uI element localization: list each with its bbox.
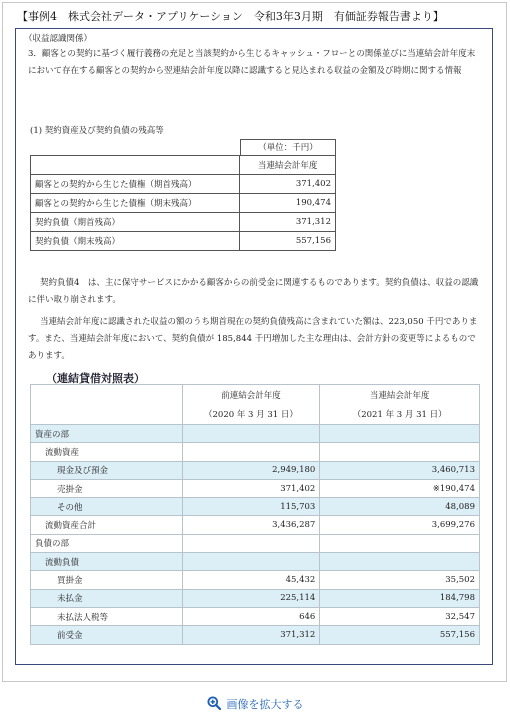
row-value-curr: 3,699,276	[320, 516, 480, 534]
table-row	[31, 232, 336, 251]
row-label: 買掛金	[31, 571, 183, 589]
section-label: （収益認識関係）	[24, 34, 93, 44]
row-label: 資産の部	[31, 425, 183, 443]
row-label: 流動資産	[31, 443, 183, 461]
table-row	[31, 607, 480, 625]
row-label: 顧客との契約から生じた債権（期首残高）	[31, 175, 240, 194]
row-value: 557,156	[240, 232, 336, 251]
column-header-prev: 前連結会計年度	[182, 385, 320, 405]
row-label: 負債の部	[31, 534, 183, 552]
row-value-prev: 371,312	[182, 626, 320, 644]
row-value-prev: 646	[182, 607, 320, 625]
row-label: 売掛金	[31, 479, 183, 497]
table-row	[31, 194, 336, 213]
balance-sheet-title: （連結貸借対照表）	[46, 372, 145, 385]
table-row	[31, 571, 480, 589]
balance-sheet-table	[30, 384, 480, 645]
zoom-image-link[interactable]	[0, 696, 510, 712]
table-row	[31, 479, 480, 497]
row-label: その他	[31, 498, 183, 516]
zoom-label: 画像を拡大する	[226, 698, 304, 711]
table-row	[31, 498, 480, 516]
paragraph-revenue-recognized: 当連結会計年度に認識された収益の額のうち期首現在の契約負債残高に含まれていた額は、223,050 千円であります。また、当連結会計年度において、契約負債が 185,844 千円増加した主な理由は、会計方針の変更等によるものであります。	[28, 317, 478, 361]
row-value: 190,474	[240, 194, 336, 213]
row-label: 契約負債（期首残高）	[31, 213, 240, 232]
row-label: 未払金	[31, 589, 183, 607]
paragraph-obligations: 3．顧客との契約に基づく履行義務の充足と当該契約から生じるキャッシュ・フローとの関係並びに当連結会計年度末において存在する顧客との契約から翌連結会計年度以降に認識すると見込まれる収益の金額及び時期に関する情報	[28, 49, 476, 76]
row-value-curr: 3,460,713	[320, 461, 480, 479]
table-row	[31, 156, 336, 175]
row-value-prev: 3,436,287	[182, 516, 320, 534]
row-value-curr: 557,156	[320, 626, 480, 644]
paragraph-contract-liability: 契約負債4 は、主に保守サービスにかかる顧客からの前受金に関連するものであります。契約負債は、収益の認識に伴い取り崩されます。	[28, 278, 479, 305]
table-row	[31, 553, 480, 571]
table-row	[31, 461, 480, 479]
unit-label: （単位：千円）	[240, 139, 336, 156]
column-header-curr: 当連結会計年度	[320, 385, 480, 405]
row-label: 流動負債	[31, 553, 183, 571]
contract-balance-table	[30, 155, 336, 251]
table-row	[31, 589, 480, 607]
row-value: 371,312	[240, 213, 336, 232]
zoom-in-icon	[207, 696, 221, 710]
row-label: 契約負債（期末残高）	[31, 232, 240, 251]
table-row	[31, 516, 480, 534]
row-value-prev: 45,432	[182, 571, 320, 589]
case-header: 【事例4 株式会社データ・アプリケーション 令和3年3月期 有価証券報告書より】	[17, 10, 444, 23]
table-row	[31, 425, 480, 443]
row-label: 顧客との契約から生じた債権（期末残高）	[31, 194, 240, 213]
row-value-prev: 2,949,180	[182, 461, 320, 479]
table-row	[31, 626, 480, 644]
table-header-row	[31, 385, 480, 405]
document-body	[15, 28, 493, 665]
row-value-prev: 115,703	[182, 498, 320, 516]
table-row	[31, 534, 480, 552]
row-value-curr: 35,502	[320, 571, 480, 589]
subheading-balances: (1) 契約資産及び契約負債の残高等	[30, 126, 164, 136]
row-label: 未払法人税等	[31, 607, 183, 625]
row-label: 前受金	[31, 626, 183, 644]
row-value-curr: 48,089	[320, 498, 480, 516]
row-value-prev: 225,114	[182, 589, 320, 607]
row-value-prev: 371,402	[182, 479, 320, 497]
row-value-curr: ※190,474	[320, 479, 480, 497]
column-date-curr: （2021 年 3 月 31 日）	[320, 405, 480, 425]
column-date-prev: （2020 年 3 月 31 日）	[182, 405, 320, 425]
table-row	[31, 443, 480, 461]
column-header: 当連結会計年度	[240, 156, 336, 175]
row-value-curr: 184,798	[320, 589, 480, 607]
table-row	[31, 213, 336, 232]
row-value-curr: 32,547	[320, 607, 480, 625]
table-row	[31, 175, 336, 194]
row-label: 流動資産合計	[31, 516, 183, 534]
row-label: 現金及び預金	[31, 461, 183, 479]
row-value: 371,402	[240, 175, 336, 194]
